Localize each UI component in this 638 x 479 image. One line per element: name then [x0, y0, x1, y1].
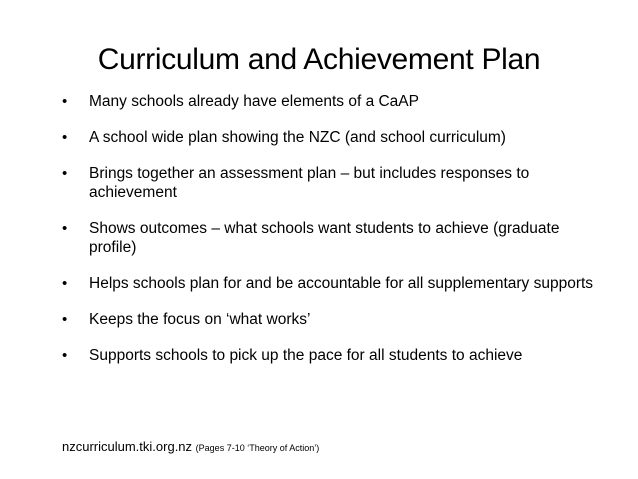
- slide-title: Curriculum and Achievement Plan: [97, 43, 541, 76]
- footer-link[interactable]: nzcurriculum.tki.org.nz: [62, 439, 193, 454]
- bullet-text: Many schools already have elements of a CaAP: [89, 93, 419, 110]
- bullet-item: [62, 164, 602, 202]
- bullet-marker: •: [62, 129, 68, 146]
- bullet-marker: •: [62, 275, 68, 292]
- bullet-text: Helps schools plan for and be accountable for all supplementary supports: [89, 275, 594, 292]
- bullet-text: Supports schools to pick up the pace for all students to achieve: [89, 347, 523, 364]
- bullet-item: [62, 92, 602, 111]
- bullet-item: [62, 346, 602, 365]
- footer-note: (Pages 7-10 ‘Theory of Action’): [195, 443, 320, 453]
- bullet-text: Keeps the focus on ‘what works’: [89, 311, 311, 328]
- bullet-item: [62, 128, 602, 147]
- bullet-marker: •: [62, 311, 68, 328]
- bullet-text: Brings together an assessment plan – but includes responses to achievement: [89, 165, 530, 201]
- bullet-marker: •: [62, 347, 68, 364]
- footer-reference: [62, 438, 319, 457]
- bullet-item: [62, 310, 602, 329]
- bullet-marker: •: [62, 165, 68, 182]
- bullet-list: [62, 92, 602, 382]
- bullet-text: Shows outcomes – what schools want students to achieve (graduate profile): [89, 220, 560, 256]
- bullet-text: A school wide plan showing the NZC (and school curriculum): [89, 129, 506, 146]
- bullet-marker: •: [62, 93, 68, 110]
- bullet-marker: •: [62, 220, 68, 237]
- bullet-item: [62, 274, 602, 293]
- bullet-item: [62, 219, 602, 257]
